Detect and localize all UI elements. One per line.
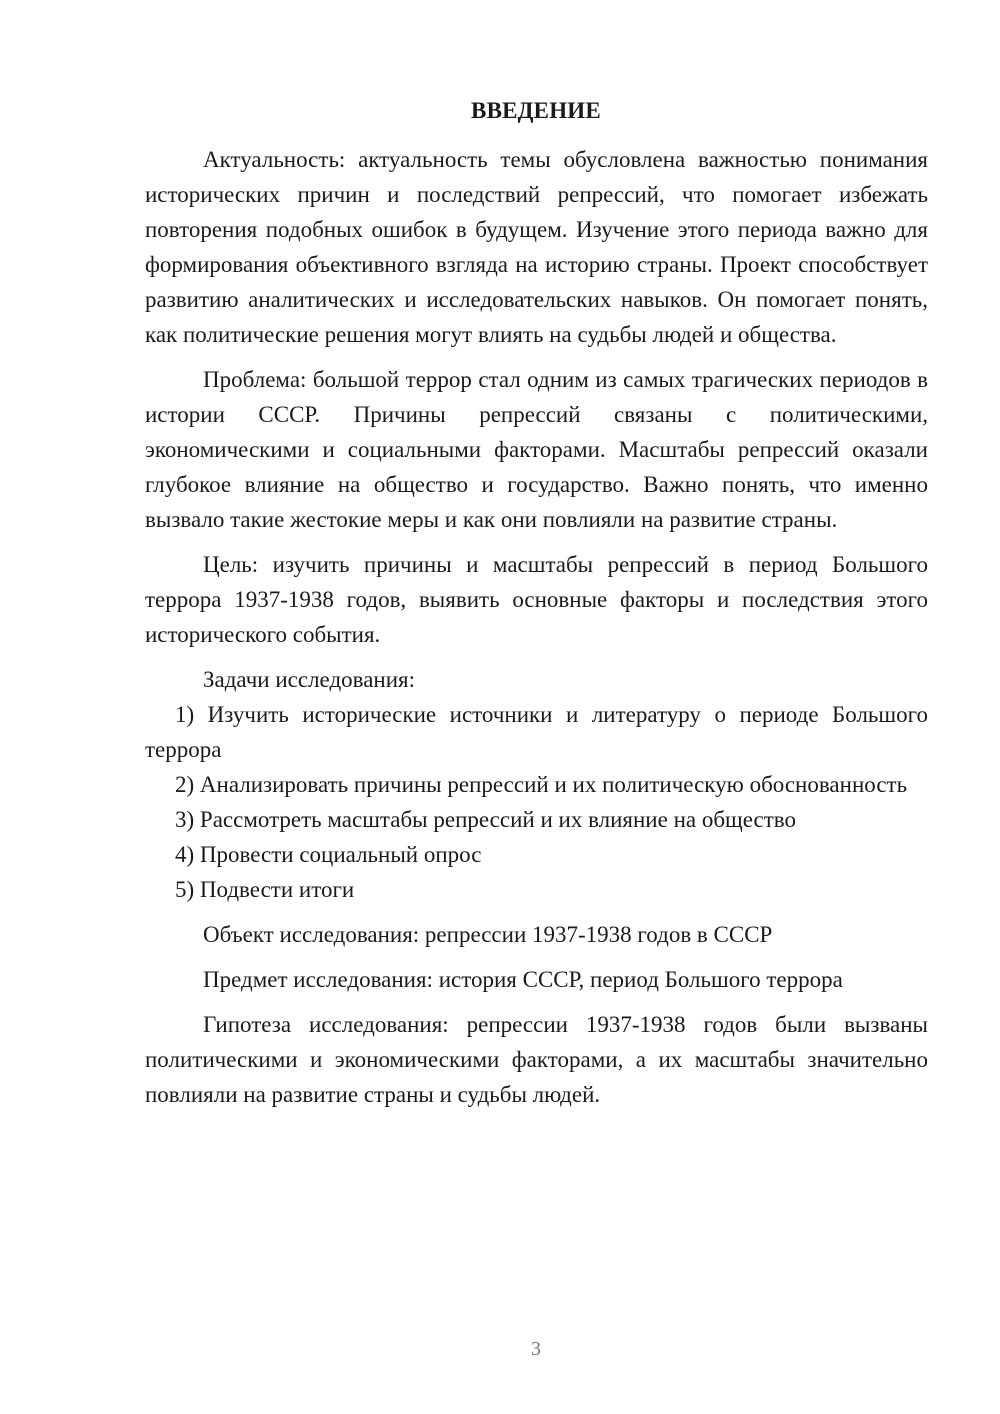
document-body xyxy=(145,142,928,1112)
relevance-paragraph: Актуальность: актуальность темы обусловлена важностью понимания исторических причин и последствий репрессий, что помогает избежать повторения подобных ошибок в будущем. Изучение этого периода важно для формирования объективного взгляда на историю страны. Проект способствует развитию аналитических и исследовательских навыков. Он помогает понять, как политические решения могут влиять на судьбы людей и общества. xyxy=(145,147,928,347)
task-item-2: 2) Анализировать причины репрессий и их политическую обоснованность xyxy=(175,772,908,797)
research-hypothesis: Гипотеза исследования: репрессии 1937-1938 годов были вызваны политическими и экономическими факторами, а их масштабы значительно повлияли на развитие страны и судьбы людей. xyxy=(145,1012,928,1107)
task-item-3: 3) Рассмотреть масштабы репрессий и их влияние на общество xyxy=(175,807,796,832)
page-number: 3 xyxy=(531,1338,541,1360)
task-item-4: 4) Провести социальный опрос xyxy=(175,842,482,867)
task-item-1: 1) Изучить исторические источники и литературу о периоде Большого террора xyxy=(145,702,928,762)
research-object: Объект исследования: репрессии 1937-1938 годов в СССР xyxy=(203,922,773,947)
problem-paragraph: Проблема: большой террор стал одним из самых трагических периодов в истории СССР. Причины репрессий связаны с политическими, экономическими и социальными факторами. Масштабы репрессий оказали глубокое влияние на общество и государство. Важно понять, что именно вызвало такие жестокие меры и как они повлияли на развитие страны. xyxy=(145,367,928,532)
research-subject: Предмет исследования: история СССР, период Большого террора xyxy=(203,967,843,992)
task-item-5: 5) Подвести итоги xyxy=(175,877,355,902)
page-title: ВВЕДЕНИЕ xyxy=(471,98,601,123)
tasks-heading: Задачи исследования: xyxy=(203,667,416,692)
goal-paragraph: Цель: изучить причины и масштабы репрессий в период Большого террора 1937-1938 годов, выявить основные факторы и последствия этого исторического события. xyxy=(145,552,928,647)
